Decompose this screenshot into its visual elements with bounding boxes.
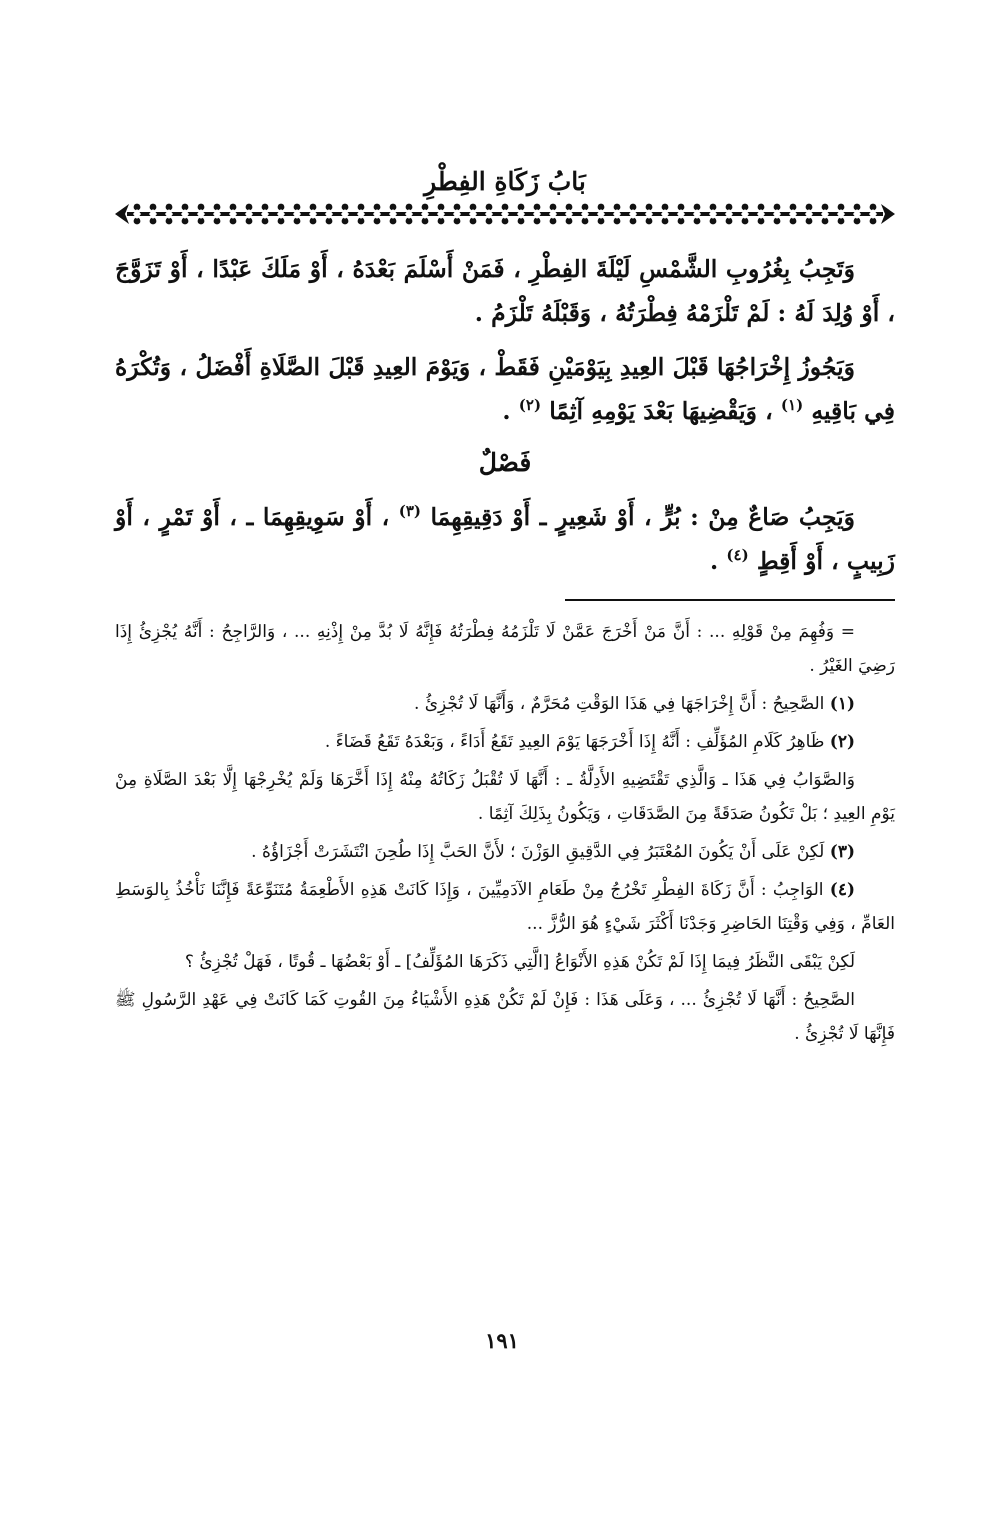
main-paragraph-3-text-a: وَيَجِبُ صَاعٌ مِنْ : بُرٍّ ، أَوْ شَعِيرٍ ـ أَوْ دَقِيقِهِمَا bbox=[430, 503, 856, 531]
ornament-motif bbox=[277, 204, 285, 225]
footnote-continuation-text: وَفُهِمَ مِنْ قَوْلِهِ ... : أَنَّ مَنْ أَخْرَجَ عَمَّنْ لَا تَلْزَمُهُ فِطْرَتُهُ فَإِنَّهُ لَا بُدَّ مِنْ إِذْنِهِ ... ، وَالرَّاجِحُ : أَنَّهُ يُجْزِئُ إِذَا رَضِيَ الغَيْرُ . bbox=[115, 622, 895, 676]
ornament-motif bbox=[421, 204, 429, 225]
ornament-motif bbox=[613, 204, 621, 225]
footnote-3 bbox=[115, 835, 895, 869]
ornament-motif bbox=[821, 204, 829, 225]
ornament-motif bbox=[869, 204, 877, 225]
footnote-2-continuation bbox=[115, 763, 895, 831]
main-paragraph-2 bbox=[115, 345, 895, 433]
ornament-motif bbox=[549, 204, 557, 225]
footnote-4 bbox=[115, 873, 895, 941]
ornament-motif bbox=[229, 204, 237, 225]
ornament-motif bbox=[165, 204, 173, 225]
ornament-motif bbox=[645, 204, 653, 225]
ornament-motif bbox=[677, 204, 685, 225]
footnote-4-continuation-a-text: لَكِنْ يَبْقَى النَّظَرُ فِيمَا إِذَا لَمْ تَكُنْ هَذِهِ الأَنْوَاعُ [الَّتِي ذَكَرَهَا المُؤَلِّفُ] ـ أَوْ بَعْضُهَا ـ قُوتًا ، فَهَلْ تُجْزِئُ ؟ bbox=[184, 952, 855, 972]
footnote-2 bbox=[115, 725, 895, 759]
ornamental-divider bbox=[115, 201, 895, 227]
ornament-motif bbox=[437, 204, 445, 225]
footnote-2-number: (٢) bbox=[829, 732, 855, 752]
ornament-motif bbox=[661, 204, 669, 225]
ornament-motif bbox=[773, 204, 781, 225]
footnote-1-text: الصَّحِيحُ : أَنَّ إِخْرَاجَهَا فِي هَذَا الوَقْتِ مُحَرَّمٌ ، وَأَنَّهَا لَا تُجْزِئُ . bbox=[413, 694, 825, 714]
footnote-2-continuation-text: وَالصَّوَابُ فِي هَذَا ـ وَالَّذِي تَقْتَضِيهِ الأَدِلَّةُ ـ : أَنَّهَا لَا تُقْبَلُ زَكَاتُهُ مِنْهُ إِذَا أَخَّرَهَا وَلَمْ يُخْرِجْهَا إِلَّا بَعْدَ الصَّلَاةِ مِنْ يَوْمِ العِيدِ ؛ بَلْ تَكُونُ صَدَقَةً مِنَ الصَّدَقَاتِ ، وَيَكُونُ بِذَلِكَ آثِمًا . bbox=[115, 770, 895, 824]
ornament-motif bbox=[565, 204, 573, 225]
ornament-motif bbox=[181, 204, 189, 225]
main-text bbox=[115, 247, 895, 583]
ornament-motif bbox=[389, 204, 397, 225]
ornament-motif bbox=[581, 204, 589, 225]
ornament-motif bbox=[453, 204, 461, 225]
footnote-ref-4[interactable]: (٤) bbox=[726, 546, 749, 565]
ornament-motif bbox=[725, 204, 733, 225]
footnotes bbox=[115, 615, 895, 1051]
footnote-4-number: (٤) bbox=[829, 880, 855, 900]
ornament-motif bbox=[341, 204, 349, 225]
footnote-1 bbox=[115, 687, 895, 721]
main-paragraph-2-text-b: ، وَيَقْضِيهَا بَعْدَ يَوْمِهِ آثِمًا bbox=[549, 397, 773, 425]
footnote-1-number: (١) bbox=[829, 694, 855, 714]
main-paragraph-3-text-b: ، أَوْ سَوِيقِهِمَا ـ ، أَوْ تَمْرٍ ، أَوْ زَبِيبٍ ، أَوْ أَقِطٍ bbox=[115, 503, 895, 575]
footnote-4-text: الوَاجِبُ : أَنَّ زَكَاةَ الفِطْرِ تَخْرُجُ مِنْ طَعَامِ الآدَمِيِّينَ ، وَإِذَا كَانَتْ هَذِهِ الأَطْعِمَةُ مُتَنَوِّعَةً فَإِنَّنَا نَأْخُذُ بِالوَسَطِ العَامِّ ، وَفِي وَقْتِنَا الحَاضِرِ وَجَدْنَا أَكْثَرَ شَيْءٍ هُوَ الرُّزَّ ... bbox=[115, 880, 895, 934]
book-page bbox=[115, 165, 895, 1055]
main-paragraph-2-end: . bbox=[502, 397, 511, 425]
main-paragraph-1 bbox=[115, 247, 895, 335]
ornament-motif bbox=[853, 204, 861, 225]
ornament-motif bbox=[837, 204, 845, 225]
ornament-motif bbox=[517, 204, 525, 225]
ornament-motif bbox=[149, 204, 157, 225]
ornament-motif bbox=[597, 204, 605, 225]
ornament-border-graphic bbox=[115, 201, 895, 227]
footnote-4-continuation-b-text: الصَّحِيحُ : أَنَّهَا لَا تُجْزِئُ ... ، وَعَلَى هَذَا : فَإِنْ لَمْ تَكُنْ هَذِهِ الأَشْيَاءُ مِنَ القُوتِ كَمَا كَانَتْ فِي عَهْدِ الرَّسُولِ ﷺ فَإِنَّهَا لَا تُجْزِئُ . bbox=[115, 990, 895, 1044]
ornament-motif bbox=[485, 204, 493, 225]
footnote-ref-3[interactable]: (٣) bbox=[398, 502, 421, 521]
main-paragraph-1-text: وَتَجِبُ بِغُرُوبِ الشَّمْسِ لَيْلَةَ الفِطْرِ ، فَمَنْ أَسْلَمَ بَعْدَهُ ، أَوْ مَلَكَ عَبْدًا ، أَوْ تَزَوَّجَ ، أَوْ وُلِدَ لَهُ : لَمْ تَلْزَمْهُ فِطْرَتُهُ ، وَقَبْلَهُ تَلْزَمُ . bbox=[115, 255, 895, 327]
ornament-motif bbox=[693, 204, 701, 225]
footnote-2-text: ظَاهِرُ كَلَامِ المُؤَلِّفِ : أَنَّهُ إِذَا أَخْرَجَهَا يَوْمَ العِيدِ تَقَعُ أَدَاءً ، وَبَعْدَهُ تَقَعُ قَضَاءً . bbox=[324, 732, 825, 752]
ornament-motif bbox=[501, 204, 509, 225]
footnote-4-continuation-b bbox=[115, 983, 895, 1051]
ornament-motif bbox=[357, 204, 365, 225]
ornament-motif bbox=[709, 204, 717, 225]
footnote-ref-1[interactable]: (١) bbox=[780, 396, 804, 415]
ornament-motif bbox=[533, 204, 541, 225]
main-paragraph-3-end: . bbox=[710, 547, 719, 575]
ornament-motif bbox=[133, 204, 141, 225]
ornament-motif bbox=[261, 204, 269, 225]
main-paragraph-3 bbox=[115, 495, 895, 583]
ornament-motif bbox=[245, 204, 253, 225]
footnote-separator bbox=[565, 599, 895, 601]
ornament-motif bbox=[805, 204, 813, 225]
main-paragraph-2-text-a: وَيَجُوزُ إِخْرَاجُهَا قَبْلَ العِيدِ بِيَوْمَيْنِ فَقَطْ ، وَيَوْمَ العِيدِ قَبْلَ الصَّلَاةِ أَفْضَلُ ، وَتُكْرَهُ فِي بَاقِيهِ bbox=[115, 353, 895, 425]
ornament-motif bbox=[741, 204, 749, 225]
footnote-ref-2[interactable]: (٢) bbox=[518, 396, 542, 415]
ornament-motif bbox=[325, 204, 333, 225]
footnote-4-continuation-a bbox=[115, 945, 895, 979]
ornament-motif bbox=[469, 204, 477, 225]
footnote-continuation bbox=[115, 615, 895, 683]
section-heading: فَصْلٌ bbox=[478, 448, 532, 477]
footnote-3-text: لَكِنْ عَلَى أَنْ يَكُونَ المُعْتَبَرُ فِي الدَّقِيقِ الوَزْنَ ؛ لأَنَّ الحَبَّ إِذَا طُحِنَ انْتَشَرَتْ أَجْزَاؤُهُ . bbox=[251, 842, 825, 862]
ornament-motif bbox=[405, 204, 413, 225]
chapter-title: بَابُ زَكَاةِ الفِطْرِ bbox=[424, 167, 586, 196]
ornament-motif bbox=[373, 204, 381, 225]
footnote-3-number: (٣) bbox=[829, 842, 855, 862]
continuation-mark: = bbox=[840, 622, 855, 642]
ornament-motif bbox=[197, 204, 205, 225]
page-number: ١٩١ bbox=[485, 1328, 519, 1353]
ornament-motif bbox=[757, 204, 765, 225]
ornament-motif bbox=[629, 204, 637, 225]
ornament-motif bbox=[309, 204, 317, 225]
ornament-motif bbox=[789, 204, 797, 225]
ornament-motif bbox=[293, 204, 301, 225]
ornament-motif bbox=[213, 204, 221, 225]
